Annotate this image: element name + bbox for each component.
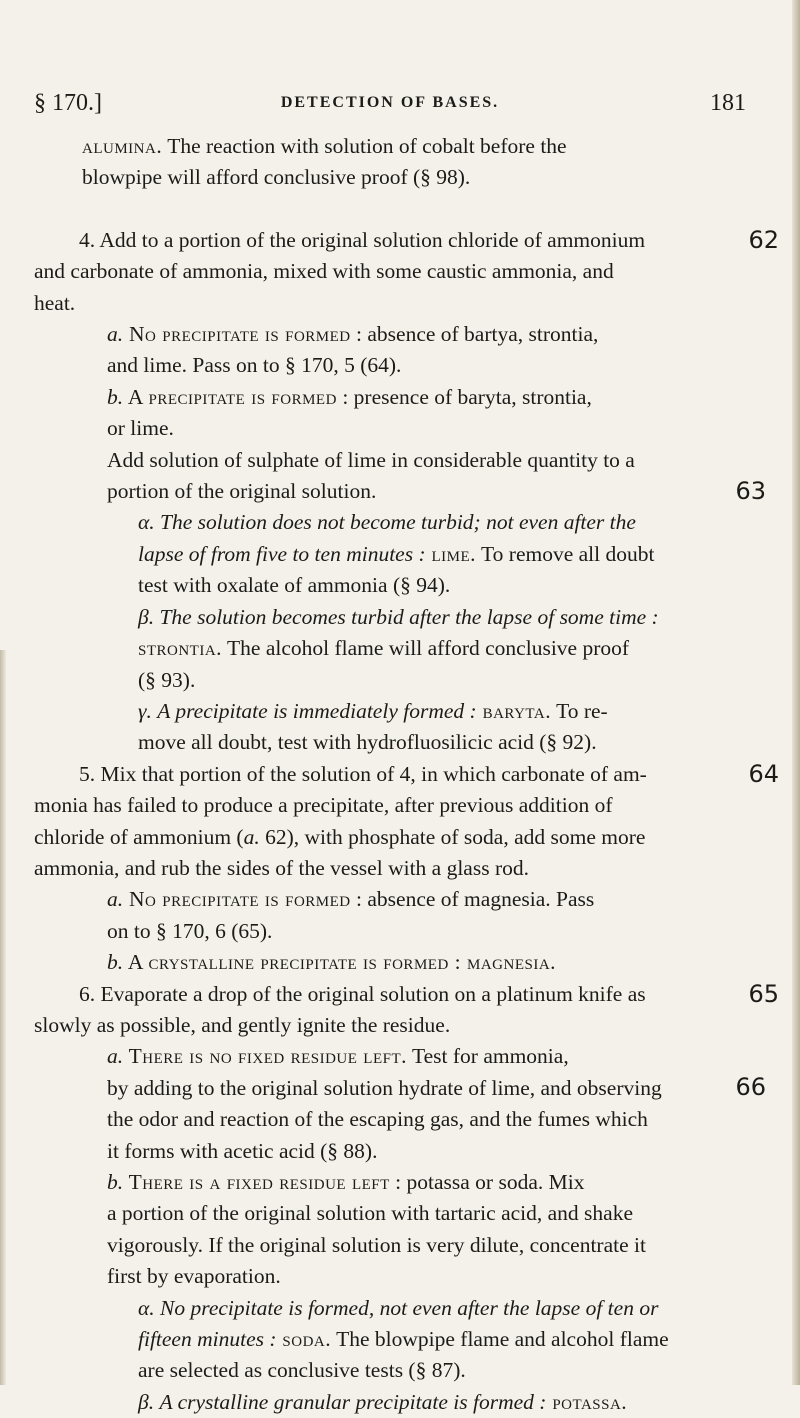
text-line: by adding to the original solution hydrate of lime, and observing — [107, 1075, 662, 1100]
text-line: lapse of from five to ten minutes : lime. To remove all doubt — [138, 541, 655, 566]
text-line: blowpipe will afford conclusive proof (§ 98). — [82, 165, 471, 190]
text-line: are selected as conclusive tests (§ 87). — [138, 1358, 466, 1383]
text-line: a. No precipitate is formed : absence of magnesia. Pass — [107, 887, 595, 912]
text-line: slowly as possible, and gently ignite the residue. — [34, 1012, 451, 1037]
text-line: and lime. Pass on to § 170, 5 (64). — [107, 353, 402, 378]
text-line: on to § 170, 6 (65). — [107, 918, 273, 943]
text-line: chloride of ammonium (a. 62), with phosphate of soda, add some more — [34, 824, 646, 849]
text-line: alumina. The reaction with solution of cobalt before the — [82, 134, 567, 158]
header-title: DETECTION OF BASES. — [280, 94, 500, 111]
text-line: β. A crystalline granular precipitate is formed : potassa. — [138, 1389, 628, 1414]
text-line: 4. Add to a portion of the original solution chloride of ammonium 62 — [34, 225, 779, 256]
text-line: 6. Evaporate a drop of the original solution on a platinum knife as 65 — [34, 979, 779, 1010]
text-line: test with oxalate of ammonia (§ 94). — [138, 573, 451, 598]
text-line: and carbonate of ammonia, mixed with some caustic ammonia, and — [34, 259, 614, 284]
paragraph-beta-strontia — [34, 602, 779, 696]
paragraph-beta-potassa — [34, 1387, 779, 1418]
running-header — [34, 90, 746, 124]
paragraph-step-5 — [34, 759, 779, 885]
text-line: monia has failed to produce a precipitate, after previous addition of — [34, 793, 613, 818]
text-line: β. The solution becomes turbid after the lapse of some time : — [138, 604, 659, 629]
text-line: b. A precipitate is formed : presence of baryta, strontia, — [107, 384, 592, 409]
text-line: α. The solution does not become turbid; not even after the — [138, 510, 636, 535]
paragraph-6b — [34, 1167, 779, 1293]
text-line: γ. A precipitate is immediately formed : baryta. To re- — [138, 698, 608, 723]
paragraph-alumina — [34, 131, 779, 194]
margin-number: 66 — [735, 1073, 766, 1101]
text-line: a portion of the original solution with tartaric acid, and shake — [107, 1201, 634, 1226]
page-body — [34, 131, 779, 1418]
margin-number: 65 — [748, 979, 779, 1008]
text-line: ammonia, and rub the sides of the vessel with a glass rod. — [34, 855, 529, 880]
page-edge-right — [792, 0, 800, 1385]
text-line: move all doubt, test with hydrofluosilicic acid (§ 92). — [138, 730, 597, 755]
text-line: b. A crystalline precipitate is formed : magnesia. — [107, 950, 557, 975]
paragraph-alpha-soda — [34, 1293, 779, 1387]
text-line: or lime. — [107, 416, 174, 441]
paragraph-6a — [34, 1041, 779, 1167]
margin-number: 62 — [748, 225, 779, 254]
margin-number: 63 — [735, 477, 766, 505]
text-line: heat. — [34, 290, 76, 315]
text-line: first by evaporation. — [107, 1264, 281, 1289]
text-line: a. There is no fixed residue left. Test for ammonia, — [107, 1044, 569, 1069]
text-line: vigorously. If the original solution is very dilute, concentrate it — [107, 1232, 646, 1257]
paragraph-step-6 — [34, 979, 779, 1042]
paragraph-5a — [34, 884, 779, 947]
page-edge-left — [0, 650, 6, 1385]
paragraph-step-4 — [34, 225, 779, 319]
text-line: fifteen minutes : soda. The blowpipe flame and alcohol flame — [138, 1327, 669, 1352]
text-line: it forms with acetic acid (§ 88). — [107, 1138, 378, 1163]
text-line: a. No precipitate is formed : absence of bartya, strontia, — [107, 322, 599, 347]
header-page-number: 181 — [710, 90, 746, 116]
text-line: strontia. The alcohol flame will afford conclusive proof — [138, 636, 630, 661]
text-line: (§ 93). — [138, 667, 196, 692]
header-section: § 170.] — [34, 90, 102, 116]
text-line: α. No precipitate is formed, not even after the lapse of ten or — [138, 1295, 659, 1320]
paragraph-5b — [34, 947, 779, 978]
text-line: b. There is a fixed residue left : potassa or soda. Mix — [107, 1170, 585, 1194]
paragraph-4b — [34, 382, 779, 508]
paragraph-alpha-lime — [34, 507, 779, 601]
text-line: the odor and reaction of the escaping gas, and the fumes which — [107, 1107, 648, 1132]
text-line: portion of the original solution. — [107, 479, 377, 504]
paragraph-gamma-baryta — [34, 696, 779, 759]
margin-number: 64 — [748, 759, 779, 788]
text-line: Add solution of sulphate of lime in considerable quantity to a — [107, 447, 635, 472]
paragraph-4a — [34, 319, 779, 382]
text-line: 5. Mix that portion of the solution of 4, in which carbonate of am- 64 — [34, 759, 779, 790]
